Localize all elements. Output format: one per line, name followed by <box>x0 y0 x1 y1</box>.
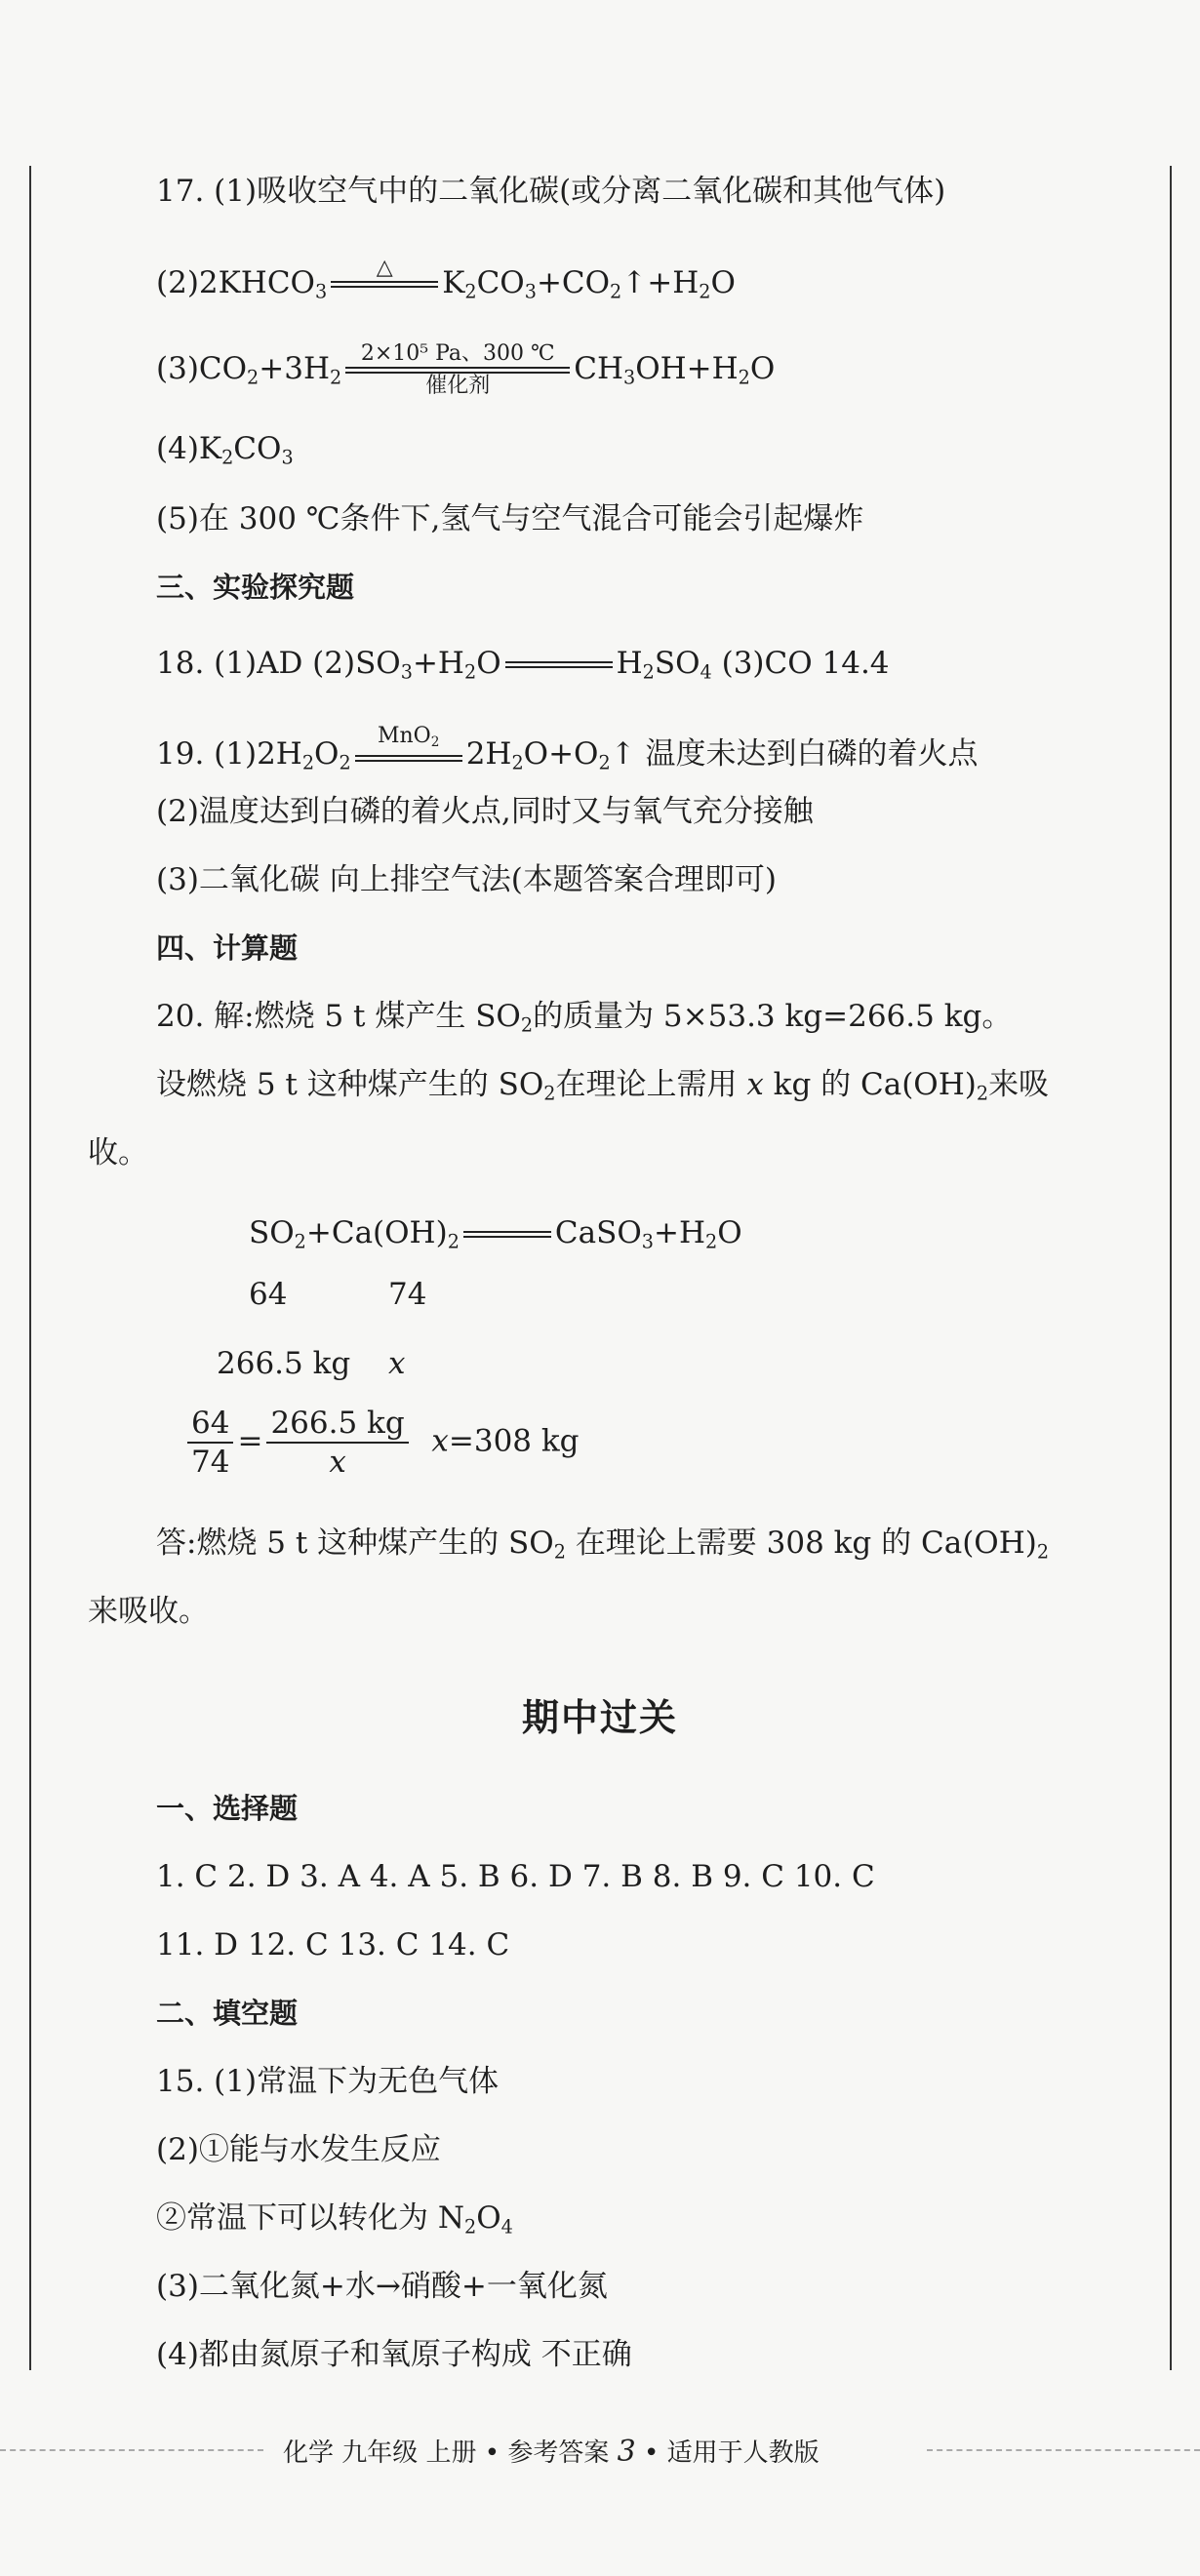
section-heading-experiment: 三、实验探究题 <box>156 571 355 604</box>
known-mass: 266.5 kg <box>217 1346 351 1381</box>
unknown-mass: x <box>388 1346 406 1381</box>
q17-part5: (5)在 300 ℃条件下,氢气与空气混合可能会引起爆炸 <box>156 501 864 536</box>
fraction-molar: $\frac{64}{74}$ <box>187 1405 233 1481</box>
fraction-mass: $\frac{266.5 kg}{x}$ <box>266 1405 408 1481</box>
mc-answers-line2: 11. D 12. C 13. C 14. C <box>156 1927 510 1962</box>
page-footer <box>0 2433 1200 2469</box>
footer-text: 化学 九年级 上册 • 参考答案 3 • 适用于人教版 <box>283 2435 820 2469</box>
q20-equation: $SO_2+Ca(OH)_2$ $CaSO_3+H_2O$ <box>249 1215 742 1253</box>
q17-part2-equation: $(2)2KHCO_3$ △ $K_2CO_3+CO_2↑+H_2O$ <box>156 256 736 303</box>
molar-mass-caoh2: 74 <box>388 1277 427 1312</box>
section-heading-fill: 二、填空题 <box>156 1997 299 2030</box>
q15-part2b: ②常温下可以转化为 $N_2O_4$ <box>156 2200 513 2239</box>
q20-proportion: $\frac{64}{74}$ = $\frac{266.5 kg}{x}$ x=308 kg <box>183 1405 580 1481</box>
page-number: 3 <box>617 2435 636 2469</box>
section-heading-choice: 一、选择题 <box>156 1792 299 1825</box>
reaction-condition-bottom: 催化剂 <box>425 374 491 398</box>
q15-part4: (4)都由氮原子和氧原子构成 不正确 <box>156 2337 632 2372</box>
q20-line1: 20. 解:燃烧 5 t 煤产生 $SO_2$的质量为 5×53.3 kg=266.5 kg。 <box>156 999 1013 1037</box>
section-heading-calculation: 四、计算题 <box>156 931 299 965</box>
q19-part3: (3)二氧化碳 向上排空气法(本题答案合理即可) <box>156 862 777 897</box>
right-margin-rule <box>1170 166 1172 2370</box>
catalyst-label: MnO$_2$ <box>377 724 440 750</box>
q19-part2: (2)温度达到白磷的着火点,同时又与氧气充分接触 <box>156 794 814 829</box>
left-margin-rule <box>29 166 31 2370</box>
molar-mass-so2: 64 <box>249 1277 288 1312</box>
mc-answers-line1: 1. C 2. D 3. A 4. A 5. B 6. D 7. B 8. B 9. C 10. C <box>156 1859 875 1894</box>
q18-answer: 18. (1)AD $(2)SO_3+H_2O$ $H_2SO_4$ (3)CO 14.4 <box>156 646 890 684</box>
q17-part4: $(4)K_2CO_3$ <box>156 431 294 469</box>
q20-line2: 设燃烧 5 t 这种煤产生的 $SO_2$在理论上需用 x kg 的 $Ca(OH)_2$来吸 <box>156 1067 1050 1105</box>
q17-part3-equation: $(3)CO_2+3H_2$ 2×10⁵ Pa、300 ℃ 催化剂 $CH_3OH+H_2O$ <box>156 341 776 398</box>
q15-part2: (2)①能与水发生反应 <box>156 2132 441 2167</box>
q20-line3: 收。 <box>88 1135 148 1170</box>
reaction-condition-top: 2×10⁵ Pa、300 ℃ <box>360 341 555 366</box>
q17-part1: 17. (1)吸收空气中的二氧化碳(或分离二氧化碳和其他气体) <box>156 174 946 209</box>
q19-part1: 19. $(1)2H_2O_2$ MnO$_2$ $2H_2O+O_2↑$ 温度未达到白磷的着火点 <box>156 724 979 774</box>
section-title-midterm: 期中过关 <box>521 1696 678 1739</box>
q15-part1: 15. (1)常温下为无色气体 <box>156 2064 500 2099</box>
heat-symbol: △ <box>376 256 393 280</box>
q15-part3: (3)二氧化氮+水→硝酸+一氧化氮 <box>156 2269 608 2304</box>
q20-answer-line1: 答:燃烧 5 t 这种煤产生的 $SO_2$ 在理论上需要 308 kg 的 $Ca(OH)_2$ <box>156 1526 1050 1564</box>
q20-answer-line2: 来吸收。 <box>88 1594 209 1629</box>
